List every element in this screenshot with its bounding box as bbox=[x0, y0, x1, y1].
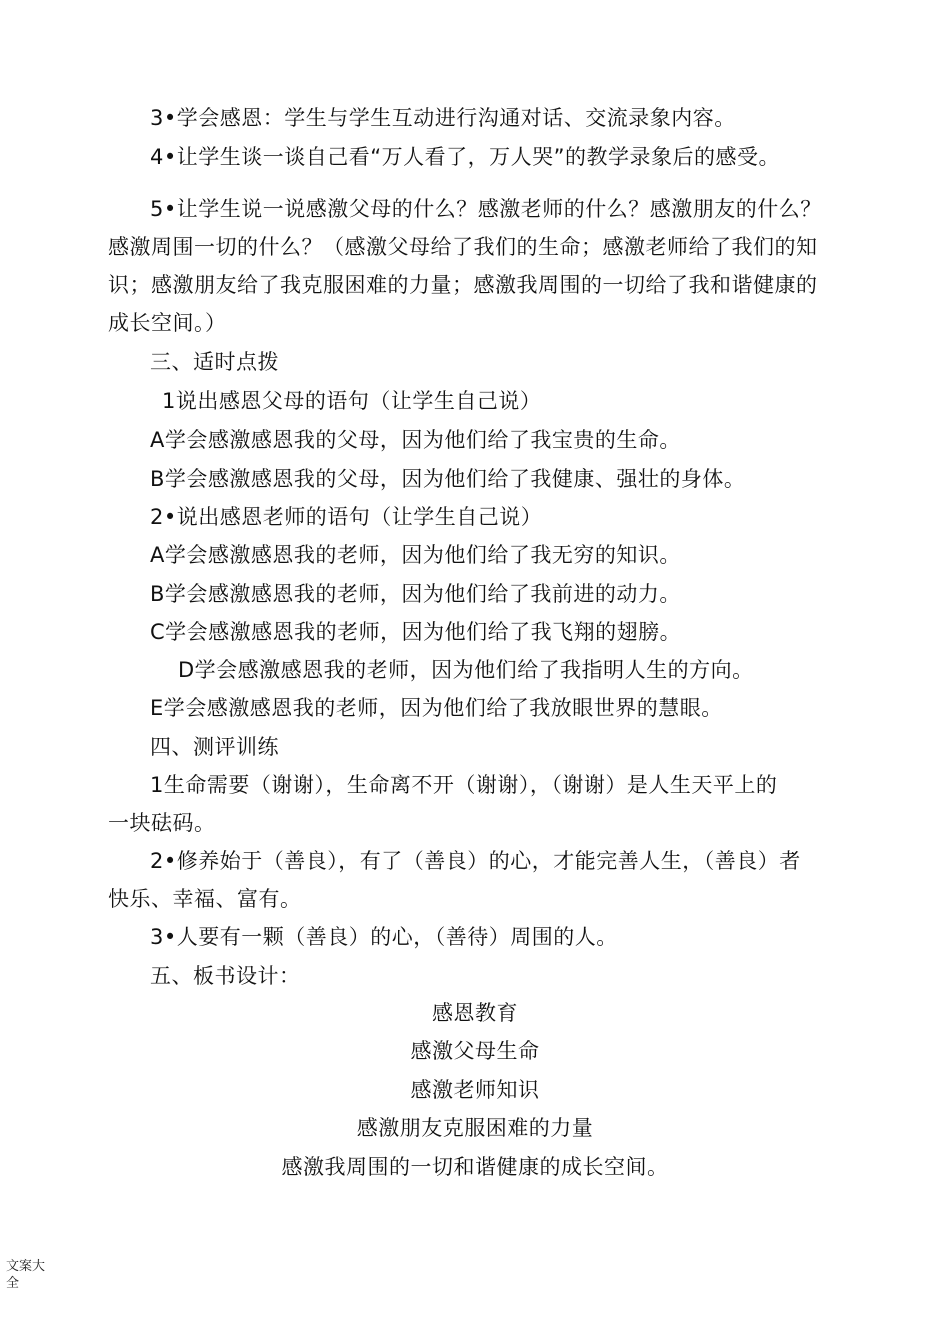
exercise-question: 2•修养始于（善良），有了（善良）的心，才能完善人生，（善良）者 bbox=[150, 849, 801, 873]
list-item-parents: 1说出感恩父母的语句（让学生自己说） bbox=[162, 389, 542, 413]
paragraph-gratitude-line: 感激周围一切的什么？（感激父母给了我们的生命；感激老师给了我们的知 bbox=[108, 235, 818, 259]
exercise-question: 一块砝码。 bbox=[108, 811, 216, 835]
section-heading-guidance: 三、适时点拨 bbox=[150, 350, 279, 374]
watermark-text: 全 bbox=[6, 1276, 20, 1291]
list-item-parents-a: A学会感激感恩我的父母，因为他们给了我宝贵的生命。 bbox=[150, 428, 681, 452]
paragraph-gratitude-line: 成长空间。） bbox=[108, 311, 227, 335]
section-heading-board: 五、板书设计： bbox=[150, 964, 301, 988]
list-item-teachers-a: A学会感激感恩我的老师，因为他们给了我无穷的知识。 bbox=[150, 543, 681, 567]
board-line: 感激父母生命 bbox=[410, 1039, 540, 1063]
board-line: 感激老师知识 bbox=[410, 1078, 540, 1102]
paragraph-gratitude-line: 识；感激朋友给了我克服困难的力量；感激我周围的一切给了我和谐健康的 bbox=[108, 273, 818, 297]
list-item-teachers: 2•说出感恩老师的语句（让学生自己说） bbox=[150, 505, 543, 529]
board-line: 感激朋友克服困难的力量 bbox=[356, 1116, 594, 1140]
watermark-text: 文案大 bbox=[6, 1259, 46, 1274]
exercise-question: 3•人要有一颗（善良）的心，（善待）周围的人。 bbox=[150, 925, 618, 949]
list-item-teachers-d: D学会感激感恩我的老师，因为他们给了我指明人生的方向。 bbox=[178, 658, 754, 682]
board-line: 感激我周围的一切和谐健康的成长空间。 bbox=[281, 1155, 669, 1179]
list-item-teachers-e: E学会感激感恩我的老师，因为他们给了我放眼世界的慧眼。 bbox=[150, 696, 723, 720]
paragraph-discuss: 4•让学生谈一谈自己看“万人看了，万人哭”的教学录象后的感受。 bbox=[150, 145, 781, 169]
board-title: 感恩教育 bbox=[432, 1001, 518, 1025]
paragraph-gratitude-line: 5•让学生说一说感激父母的什么？感激老师的什么？感激朋友的什么？ bbox=[150, 197, 822, 221]
paragraph-interact: 3•学会感恩：学生与学生互动进行沟通对话、交流录象内容。 bbox=[150, 106, 736, 130]
list-item-parents-b: B学会感激感恩我的父母，因为他们给了我健康、强壮的身体。 bbox=[150, 467, 746, 491]
exercise-question: 1生命需要（谢谢），生命离不开（谢谢），（谢谢）是人生天平上的 bbox=[150, 773, 778, 797]
list-item-teachers-b: B学会感激感恩我的老师，因为他们给了我前进的动力。 bbox=[150, 582, 681, 606]
list-item-teachers-c: C学会感激感恩我的老师，因为他们给了我飞翔的翅膀。 bbox=[150, 620, 682, 644]
section-heading-assessment: 四、测评训练 bbox=[150, 735, 279, 759]
exercise-question: 快乐、幸福、富有。 bbox=[108, 887, 302, 911]
footer-watermark bbox=[6, 1258, 54, 1292]
